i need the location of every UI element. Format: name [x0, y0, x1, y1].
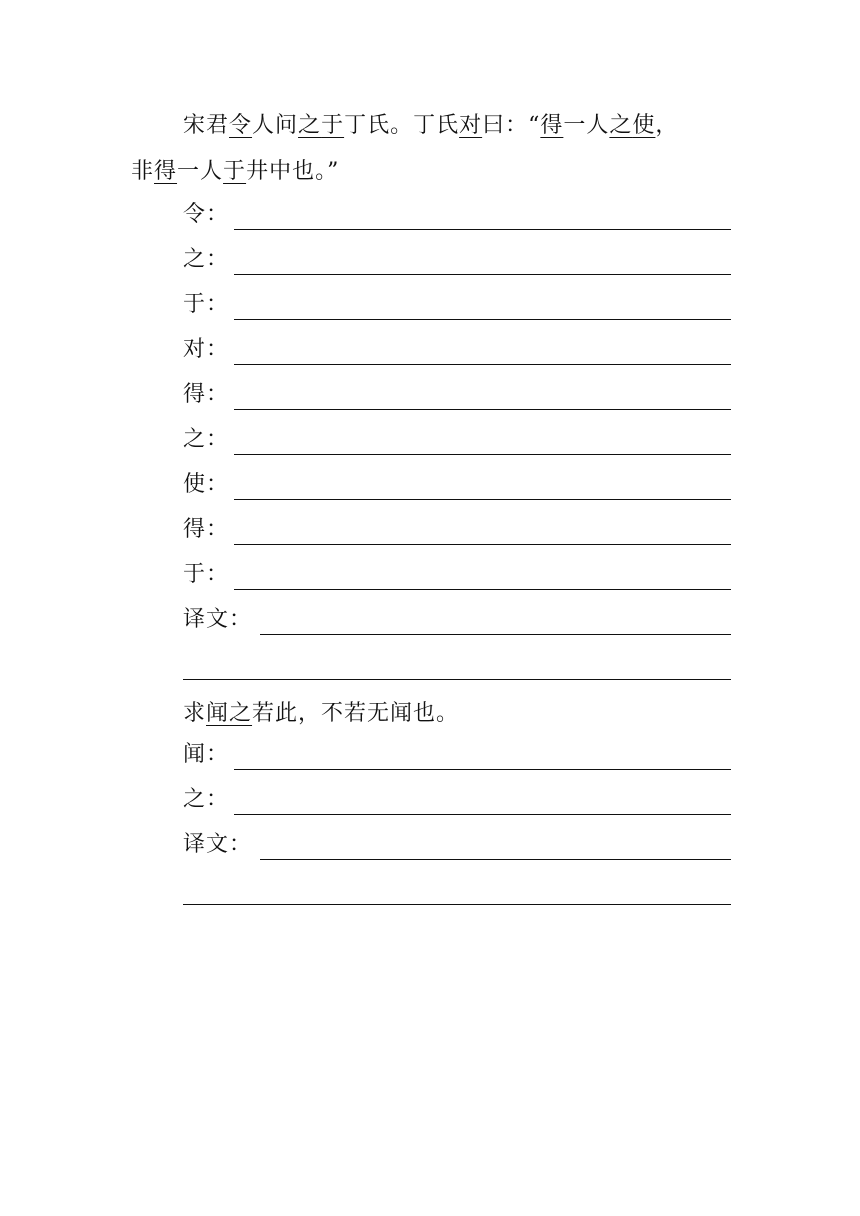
answer-label: [183, 335, 228, 365]
answer-label: [183, 740, 228, 770]
label-char: 于: [183, 292, 207, 317]
label-char: 使: [183, 472, 207, 497]
label-colon: ：: [206, 292, 229, 317]
passage1-line1: [183, 112, 678, 140]
label-colon: ：: [206, 337, 229, 362]
translation-row-1: [183, 605, 731, 635]
passage-seg: 丁氏。丁氏: [344, 113, 460, 138]
label-char: 对: [183, 337, 207, 362]
underlined-word: 于: [321, 113, 345, 138]
passage-seg: ，: [655, 113, 679, 138]
passage1-line2: [131, 158, 339, 186]
answer-row-ling: [183, 200, 731, 230]
underlined-word: 使: [632, 113, 656, 138]
answer-blank[interactable]: [234, 319, 731, 320]
label-colon: ：: [206, 247, 229, 272]
label-colon: ：: [206, 562, 229, 587]
label-colon: ：: [206, 742, 229, 767]
answer-label: [183, 425, 228, 455]
underlined-word: 令: [229, 113, 253, 138]
label-colon: ：: [229, 832, 252, 857]
underlined-word: 对: [459, 113, 483, 138]
answer-blank[interactable]: [234, 229, 731, 230]
underlined-word: 得: [154, 159, 178, 184]
label-char: 之: [183, 427, 207, 452]
label-char: 得: [183, 382, 207, 407]
underlined-word: 之: [229, 701, 253, 726]
answer-row-yu: [183, 290, 731, 320]
answer-row-de-2: [183, 515, 731, 545]
answer-row-zhi-3: [183, 785, 731, 815]
answer-label: [183, 470, 228, 500]
answer-label: [183, 200, 228, 230]
label-colon: ：: [206, 787, 229, 812]
passage2-line1: [183, 700, 459, 728]
translation-blank-continued[interactable]: [183, 904, 731, 905]
answer-label: [183, 290, 228, 320]
label-colon: ：: [206, 202, 229, 227]
answer-blank[interactable]: [234, 409, 731, 410]
answer-label: [183, 380, 228, 410]
label-colon: ：: [206, 382, 229, 407]
translation-label: [183, 830, 251, 860]
answer-row-zhi: [183, 245, 731, 275]
answer-blank[interactable]: [234, 499, 731, 500]
underlined-word: 闻: [206, 701, 230, 726]
answer-row-wen: [183, 740, 731, 770]
translation-blank[interactable]: [260, 634, 731, 635]
answer-blank[interactable]: [234, 769, 731, 770]
answer-row-zhi-2: [183, 425, 731, 455]
label-char: 闻: [183, 742, 207, 767]
label-colon: ：: [206, 427, 229, 452]
label-char: 得: [183, 517, 207, 542]
passage-seg: 曰：“: [482, 113, 541, 138]
answer-row-yu-2: [183, 560, 731, 590]
label-char: 令: [183, 202, 207, 227]
answer-label: [183, 245, 228, 275]
translation-label-text: 译文: [183, 607, 230, 632]
answer-label: [183, 785, 228, 815]
answer-label: [183, 560, 228, 590]
passage-seg: 非: [131, 159, 155, 184]
label-char: 之: [183, 247, 207, 272]
translation-blank-continued[interactable]: [183, 679, 731, 680]
answer-blank[interactable]: [234, 454, 731, 455]
passage-seg: 一人: [177, 159, 224, 184]
passage-seg: 一人: [563, 113, 610, 138]
answer-blank[interactable]: [234, 814, 731, 815]
answer-blank[interactable]: [234, 364, 731, 365]
answer-blank[interactable]: [234, 589, 731, 590]
label-colon: ：: [206, 472, 229, 497]
underlined-word: 之: [298, 113, 322, 138]
label-colon: ：: [206, 517, 229, 542]
passage-seg: 人问: [252, 113, 299, 138]
passage-seg: 井中也。”: [246, 159, 340, 184]
passage-seg: 求: [183, 701, 207, 726]
answer-row-shi: [183, 470, 731, 500]
translation-label-text: 译文: [183, 832, 230, 857]
underlined-word: 之: [609, 113, 633, 138]
label-char: 之: [183, 787, 207, 812]
label-colon: ：: [229, 607, 252, 632]
passage-seg: 若此，不若无闻也。: [252, 701, 460, 726]
answer-label: [183, 515, 228, 545]
underlined-word: 得: [540, 113, 564, 138]
answer-row-dui: [183, 335, 731, 365]
translation-row-2: [183, 830, 731, 860]
translation-label: [183, 605, 251, 635]
label-char: 于: [183, 562, 207, 587]
answer-blank[interactable]: [234, 274, 731, 275]
passage-seg: 宋君: [183, 113, 230, 138]
translation-blank[interactable]: [260, 859, 731, 860]
answer-row-de: [183, 380, 731, 410]
answer-blank[interactable]: [234, 544, 731, 545]
underlined-word: 于: [223, 159, 247, 184]
